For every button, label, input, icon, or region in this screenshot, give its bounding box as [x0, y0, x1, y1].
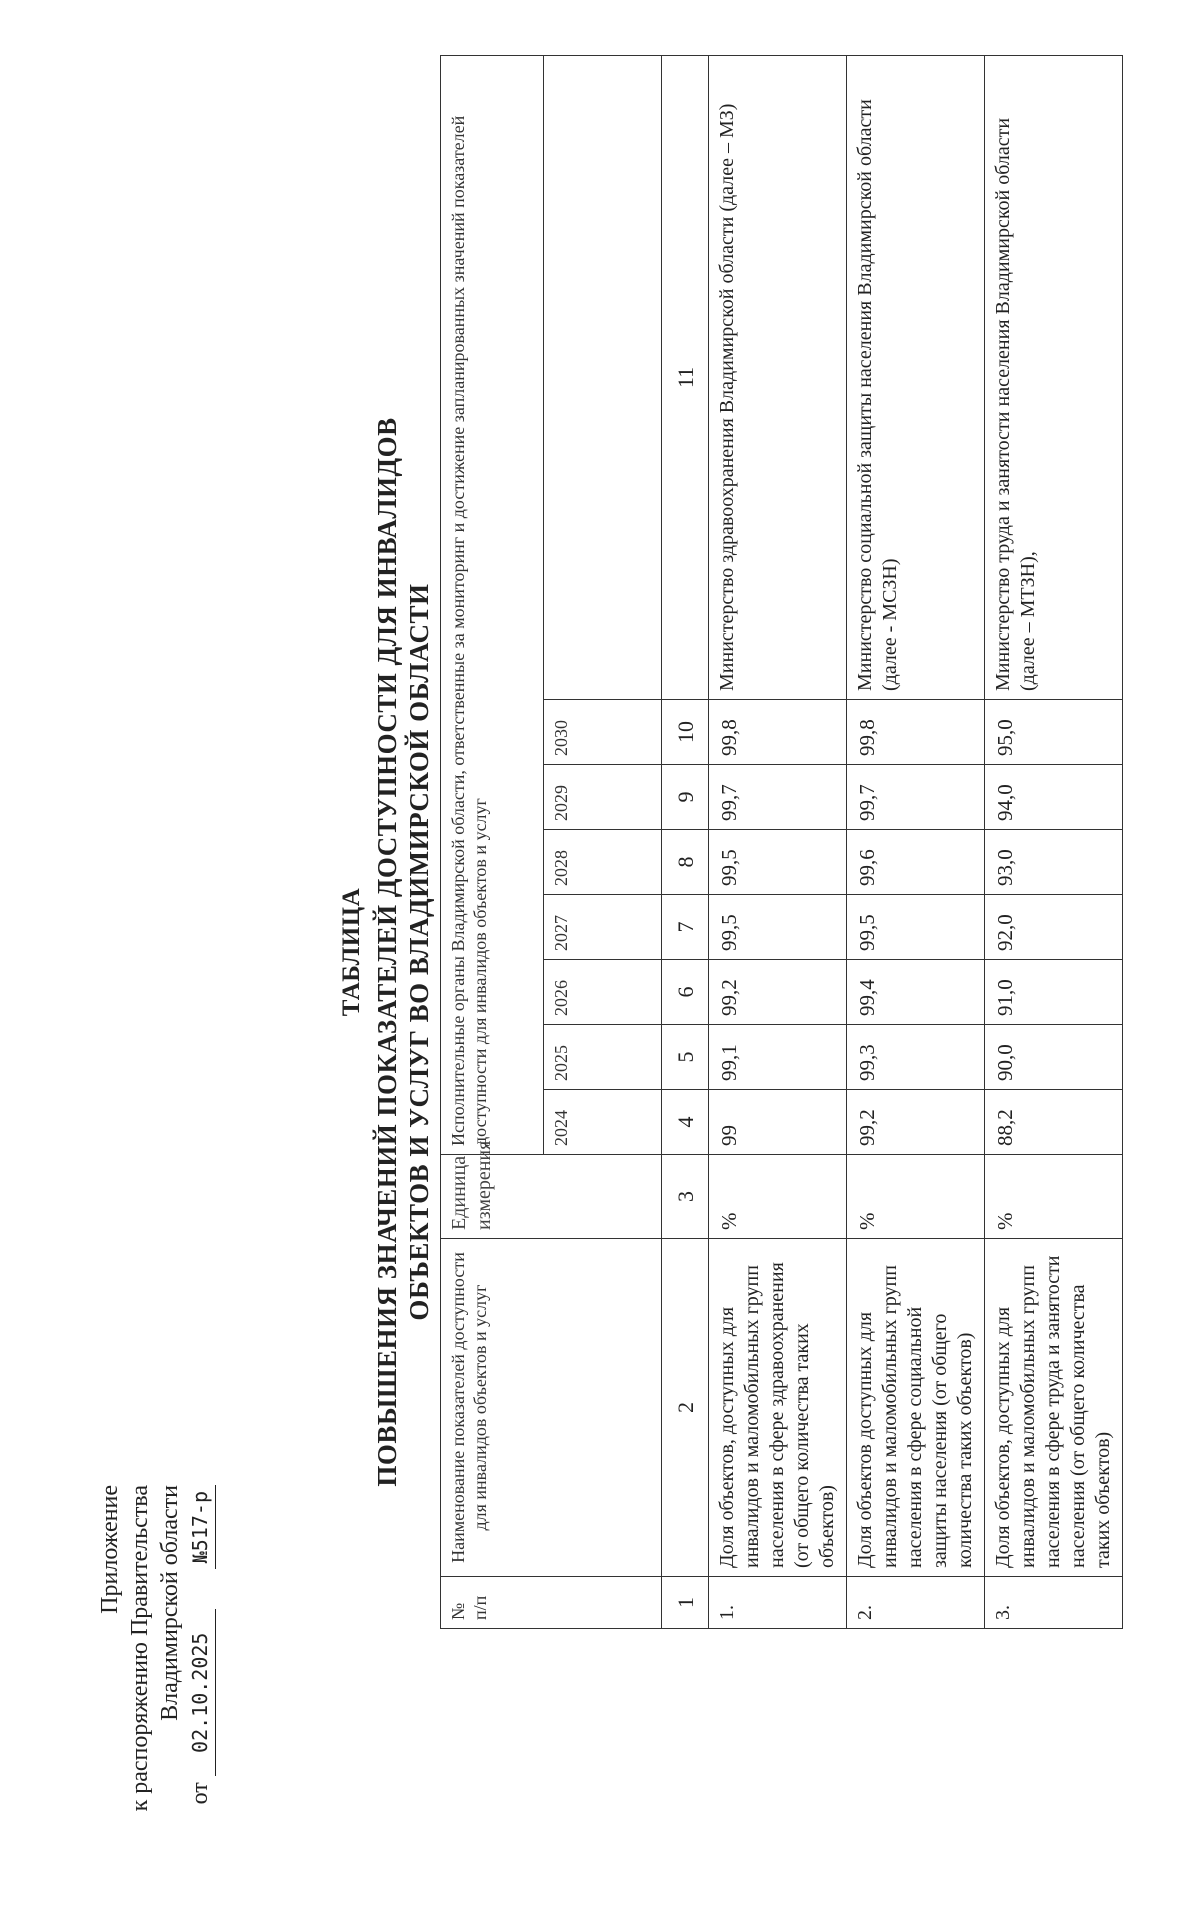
row-value: 99,4 [847, 960, 985, 1025]
column-number: 10 [662, 700, 709, 765]
date-prefix: от [187, 1782, 213, 1805]
header-name: Наименование показателей доступности для инвалидов объектов и услуг [441, 1239, 662, 1577]
header-year: 2030 [544, 700, 662, 765]
header-year: 2025 [544, 1025, 662, 1090]
column-number: 5 [662, 1025, 709, 1090]
row-value: 99,8 [847, 700, 985, 765]
column-number: 7 [662, 895, 709, 960]
header-year: 2027 [544, 895, 662, 960]
column-number: 9 [662, 765, 709, 830]
approval-line-2: к распоряжению Правительства [127, 1485, 153, 1812]
row-value: 99 [709, 1090, 847, 1155]
row-unit: % [847, 1155, 985, 1239]
approval-line-1: Приложение [97, 1485, 123, 1614]
row-value: 95,0 [985, 700, 1123, 765]
approval-line-3: Владимирской области [157, 1485, 183, 1721]
column-number: 11 [662, 55, 709, 699]
row-value: 99,7 [847, 765, 985, 830]
row-name: Доля объектов, доступных для инвалидов и маломобильных групп населения в сфере здравоохранения (от общего количества таких объектов) [709, 1239, 847, 1577]
header-unit: Единица измерения [441, 1155, 662, 1239]
header-row [441, 55, 544, 1628]
row-responsible: Министерство здравоохранения Владимирской области (далее – МЗ) [709, 55, 847, 699]
row-responsible: Министерство труда и занятости населения Владимирской области (далее – МТЗН), [985, 55, 1123, 699]
row-name: Доля объектов доступных для инвалидов и маломобильных групп населения в сфере социальной защиты населения (от общего количества таких объектов) [847, 1239, 985, 1577]
column-number: 8 [662, 830, 709, 895]
header-num: № п/п [441, 1577, 662, 1629]
row-value: 99,5 [709, 895, 847, 960]
column-number: 2 [662, 1239, 709, 1577]
title-line-3: ОБЪЕКТОВ И УСЛУГ ВО ВЛАДИМИРСКОЙ ОБЛАСТИ [404, 583, 434, 1321]
approval-block [95, 1485, 216, 1905]
row-value: 99,2 [709, 960, 847, 1025]
table-row [985, 55, 1123, 1628]
row-value: 99,8 [709, 700, 847, 765]
row-value: 94,0 [985, 765, 1123, 830]
header-empty-cell [544, 55, 662, 699]
row-value: 99,7 [709, 765, 847, 830]
approval-number: №517-р [185, 1485, 216, 1569]
row-value: 90,0 [985, 1025, 1123, 1090]
row-value: 99,6 [847, 830, 985, 895]
row-value: 91,0 [985, 960, 1123, 1025]
header-year: 2024 [544, 1090, 662, 1155]
row-num: 3. [985, 1577, 1123, 1629]
row-value: 99,1 [709, 1025, 847, 1090]
header-year: 2029 [544, 765, 662, 830]
row-value: 93,0 [985, 830, 1123, 895]
row-unit: % [985, 1155, 1123, 1239]
row-value: 92,0 [985, 895, 1123, 960]
indicators-table [440, 55, 1123, 1629]
header-group: Исполнительные органы Владимирской области, ответственные за мониторинг и достижение запланированных значений показателей доступности для инвалидов объектов и услуг [441, 55, 544, 1154]
row-unit: % [709, 1155, 847, 1239]
row-responsible: Министерство социальной защиты населения Владимирской области (далее - МСЗН) [847, 55, 985, 699]
column-number: 4 [662, 1090, 709, 1155]
row-value: 99,3 [847, 1025, 985, 1090]
header-year: 2028 [544, 830, 662, 895]
row-num: 1. [709, 1577, 847, 1629]
row-value: 88,2 [985, 1090, 1123, 1155]
row-num: 2. [847, 1577, 985, 1629]
table-row [709, 55, 847, 1628]
column-number: 1 [662, 1577, 709, 1629]
row-name: Доля объектов, доступных для инвалидов и маломобильных групп населения в сфере труда и занятости населения (от общего количества таких объектов) [985, 1239, 1123, 1577]
approval-signature-line [185, 1485, 216, 1905]
row-value: 99,5 [847, 895, 985, 960]
row-value: 99,5 [709, 830, 847, 895]
title-line-2: ПОВЫШЕНИЯ ЗНАЧЕНИЙ ПОКАЗАТЕЛЕЙ ДОСТУПНОСТИ ДЛЯ ИНВАЛИДОВ [372, 417, 402, 1487]
approval-date: 02.10.2025 [185, 1609, 216, 1776]
column-number-row [662, 55, 709, 1628]
header-year: 2026 [544, 960, 662, 1025]
title-line-1: ТАБЛИЦА [338, 887, 365, 1017]
table-row [847, 55, 985, 1628]
column-number: 3 [662, 1155, 709, 1239]
column-number: 6 [662, 960, 709, 1025]
row-value: 99,2 [847, 1090, 985, 1155]
